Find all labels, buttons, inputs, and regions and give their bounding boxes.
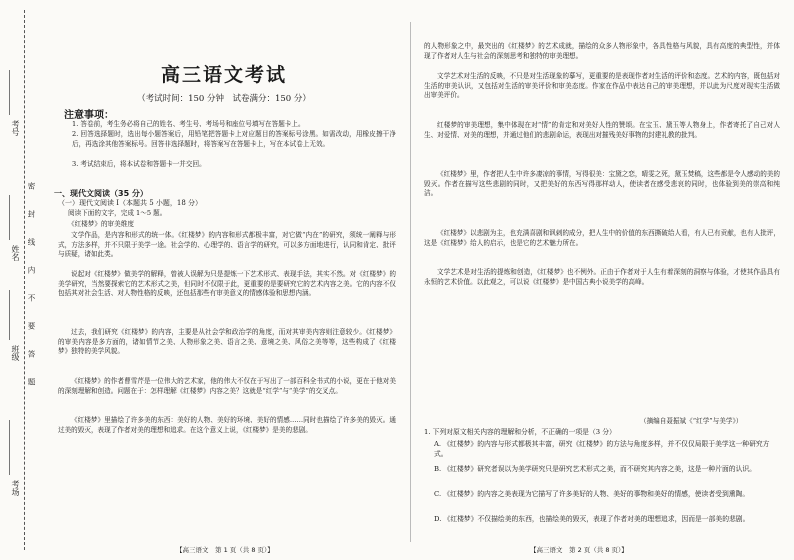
name-blank [9, 195, 10, 240]
page-footer: 【高三语文 第 2 页（共 8 页）】 [530, 546, 628, 554]
passage-paragraph: 红楼梦的审美理想，集中体现在对“情”的肯定和对美好人性的赞颂。在宝玉、黛玉等人物身上，作者寄托了自己对人生、对爱情、对美的理想，并通过他们的悲剧命运，表现出对摧残美好事物的封建礼教的批判。 [424, 121, 780, 139]
notice-item: 1. 答卷前，考生务必将自己的姓名、考生号、考场号和座位号填写在答题卡上。 [72, 120, 305, 128]
notice-item: 3. 考试结束后，将本试卷和答题卡一并交回。 [72, 160, 206, 168]
class-blank [9, 290, 10, 340]
page-footer: 【高三语文 第 1 页（共 8 页）】 [176, 546, 274, 554]
binding-strip [0, 0, 38, 560]
subsection-heading: （一）现代文阅读 I（本题共 5 小题，18 分） [58, 199, 203, 207]
name-label: 姓名 [11, 245, 20, 261]
passage-paragraph: 文学艺术是对生活的提炼和创造，《红楼梦》也不例外。正由于作者对于人生有着深刻的洞察与体验，才使其作品具有永恒的艺术价值。以此观之，可以说《红楼梦》是中国古典小说美学的高峰。 [424, 268, 780, 286]
passage-source: （摘编自聂振斌《“红学”与美学》） [640, 417, 743, 425]
passage-paragraph: 文学艺术对生活的反映，不只是对生活现象的摹写，更重要的是表现作者对生活的评价和态度。艺术的内容，既包括对生活的审美认识，又包括对生活的审美评价和审美态度。作家在作品中表达自己的审美理想，并以此为尺度对现实生活做出审美评价。 [424, 72, 780, 100]
cut-line [24, 10, 25, 550]
passage-paragraph: 过去，我们研究《红楼梦》的内容，主要是从社会学和政治学的角度，而对其审美内容则注意较少。《红楼梦》的审美内容是多方面的，诸如情节之美、人物形象之美、语言之美、意境之美、风俗之美等等，这些构成了《红楼梦》独特的美学风貌。 [58, 328, 396, 356]
passage-paragraph: 《红楼梦》的作者曹雪芹是一位伟大的艺术家，他的伟大不仅在于写出了一部百科全书式的小说，更在于他对美的深刻理解和创造。问题在于：怎样理解《红楼梦》内容之美？这就是“红学”与“美学”的交叉点。 [58, 377, 396, 395]
seal-char: 要 [27, 322, 36, 330]
seal-char: 答 [27, 350, 36, 358]
exam-subtitle: （考试时间：150 分钟 试卷满分：150 分） [137, 94, 311, 104]
question-option: A. 《红楼梦》的内容与形式都极其丰富，研究《红楼梦》的方法与角度多样，并不仅仅局限于美学这一种研究方式。 [434, 440, 770, 458]
passage-paragraph: 《红楼梦》里描绘了许多美的东西：美好的人物、美好的环境、美好的情感……同时也描绘了许多美的毁灭。通过美的毁灭，表现了作者对美的理想和追求。在这个意义上说，《红楼梦》是美的悲剧。 [58, 416, 396, 434]
notice-heading: 注意事项： [64, 110, 114, 121]
seal-char: 密 [27, 182, 36, 190]
question-option: B. 《红楼梦》研究者误以为美学研究只是研究艺术形式之美，而不研究其内容之美，这是一种片面的认识。 [434, 465, 756, 473]
left-column [46, 0, 402, 560]
section-heading: 一、现代文阅读（35 分） [54, 189, 148, 198]
exam-room-label: 考场 [11, 480, 20, 496]
seal-char: 题 [27, 378, 36, 386]
passage-paragraph: 《红楼梦》以悲剧为主，也充满喜剧和讽刺的成分，把人生中的价值的东西撕破给人看，有人已有贡献，也有人批评，这是《红楼梦》给人的启示，也是它的艺术魅力所在。 [424, 229, 780, 247]
seal-char: 不 [27, 294, 36, 302]
exam-room-blank [9, 420, 10, 475]
seal-char: 内 [27, 266, 36, 274]
seal-char: 线 [27, 238, 36, 246]
question-stem: 1. 下列对原文相关内容的理解和分析，不正确的一项是（3 分） [424, 428, 616, 436]
passage-paragraph: 文学作品，是内容和形式的统一体。《红楼梦》的内容和形式都极丰富，对它做“内在”的研究，须统一阐释与形式，方法多样，并不只限于美学一途。社会学的、心理学的、语言学的研究，可以多方面地进行，认同和肯定、批评与质疑，诸如此类。 [58, 231, 396, 259]
exam-number-blank [9, 70, 10, 115]
seal-char: 封 [27, 210, 36, 218]
passage-paragraph: 的人物形象之中，最突出的《红楼梦》的艺术成就，描绘的众多人物形象中，各具性格与风貌，具有高度的典型性，并体现了作者对人生与社会的深刻思考和独特的审美理想。 [424, 42, 780, 60]
right-column [420, 0, 782, 560]
class-label: 班级 [11, 345, 20, 361]
passage-paragraph: 说起对《红楼梦》做美学的解释，曾被人误解为只是提炼一下艺术形式、表现手法，其实不然。对《红楼梦》的美学研究，当然要探索它的艺术形式之美，但同时不仅限于此，更重要的是要研究它的艺术内容之美。它的内容不仅包括其对社会生活、对人物性格的反映，还包括那些有审美意义的情感体验和思想内涵。 [58, 270, 396, 298]
question-option: D. 《红楼梦》不仅描绘美的东西，也描绘美的毁灭，表现了作者对美的理想追求，因而是一部美的悲剧。 [434, 515, 750, 523]
column-divider [410, 22, 411, 542]
passage-paragraph: 《红楼梦》里，作者把人生中许多凄凉的事情，写得很美：宝黛之恋，晴雯之死，黛玉焚稿，这些都是令人感动的美的毁灭。作者在描写这些悲剧的同时，又把美好的东西写得那样动人，使读者在感受悲哀的同时，也体验到美的崇高和纯洁。 [424, 170, 780, 198]
passage-title: 《红楼梦》的审美维度 [68, 220, 134, 228]
notice-item: 2. 回答选择题时，选出每小题答案后，用铅笔把答题卡上对应题目的答案标号涂黑。如需改动，用橡皮擦干净后，再选涂其他答案标号。回答非选择题时，将答案写在答题卡上，写在本试卷上无效。 [72, 130, 396, 148]
exam-title: 高三语文考试 [160, 64, 287, 86]
question-option: C. 《红楼梦》的内容之美表现为它描写了许多美好的人物、美好的事物和美好的情感，使读者受到熏陶。 [434, 490, 750, 498]
reading-instruction: 阅读下面的文字，完成 1～5 题。 [68, 209, 167, 217]
exam-number-label: 考号 [11, 120, 20, 136]
